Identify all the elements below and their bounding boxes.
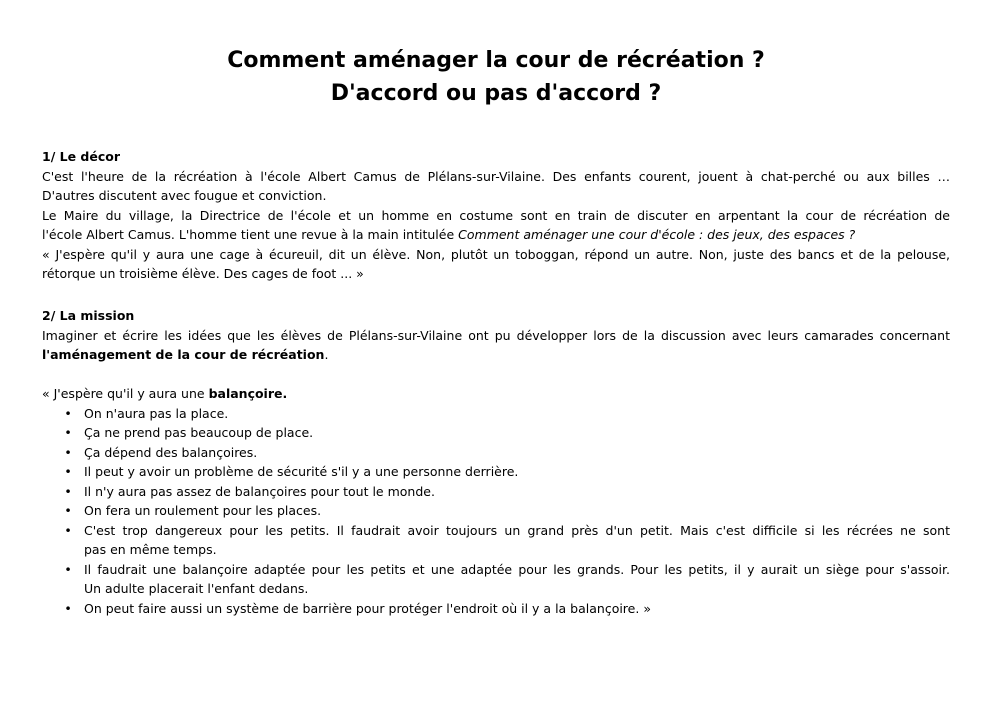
section-mission [42,306,950,365]
decor-paragraph-2-line-1: Le Maire du village, la Directrice de l'école et un homme en costume sont en train de discuter en arpentant la cour de récréation de [42,207,950,223]
section-mission-heading: 2/ La mission [42,308,135,323]
decor-paragraph-1-line-2: D'autres discutent avec fougue et conviction. [42,188,327,203]
list-item [42,560,950,599]
section-decor [42,147,950,284]
list-item [42,482,950,502]
mission-line-2 [42,345,950,365]
list-item-text-line-1: C'est trop dangereux pour les petits. Il faudrait avoir toujours un grand près d'un petit. Mais c'est difficile si les récrées ne sont [84,522,950,538]
list-item [42,599,950,619]
section-decor-heading: 1/ Le décor [42,149,120,164]
debate-intro-text: « J'espère qu'il y aura une [42,386,205,401]
section-debate [42,384,950,618]
list-item [42,462,950,482]
mission-line-1: Imaginer et écrire les idées que les élèves de Plélans-sur-Vilaine ont pu développer lors de la discussion avec leurs camarades concernant [42,327,950,343]
debate-intro [42,384,950,404]
list-item-text: On n'aura pas la place. [84,405,229,421]
decor-paragraph-3-line-2: rétorque un troisième élève. Des cages de foot ... » [42,266,364,281]
bullet-icon: • [64,444,72,460]
decor-paragraph-2-line-2 [42,225,950,245]
mission-topic: l'aménagement de la cour de récréation [42,347,325,362]
bullet-icon: • [64,405,72,421]
magazine-title: Comment aménager une cour d'école : des jeux, des espaces ? [458,227,856,242]
list-item-text: On peut faire aussi un système de barrière pour protéger l'endroit où il y a la balançoire. » [84,600,651,616]
title-line-2: D'accord ou pas d'accord ? [330,81,662,106]
list-item-text-line-2: pas en même temps. [84,542,217,557]
bullet-icon: • [64,503,72,518]
list-item-text-line-2: Un adulte placerait l'enfant dedans. [84,581,309,596]
list-item [42,521,950,560]
decor-paragraph-2-text: l'école Albert Camus. L'homme tient une revue à la main intitulée [42,227,455,242]
list-item [42,443,950,463]
bullet-icon: • [64,483,72,499]
debate-intro-keyword: balançoire. [208,386,288,401]
decor-paragraph-3-line-1: « J'espère qu'il y aura une cage à écureuil, dit un élève. Non, plutôt un toboggan, répond un autre. Non, juste des bancs et de la pelouse, [42,246,950,262]
bullet-icon: • [64,522,72,538]
list-item [42,404,950,424]
bullet-icon: • [64,425,72,440]
list-item-text: Il n'y aura pas assez de balançoires pour tout le monde. [84,483,435,499]
debate-list [42,404,950,619]
list-item [42,501,950,521]
list-item [42,423,950,443]
mission-period: . [324,347,329,362]
document-title [42,44,950,110]
list-item-text-line-1: Il faudrait une balançoire adaptée pour les petits et une adaptée pour les grands. Pour les petits, il y aurait un siège pour s'assoir. [84,561,950,577]
title-line-1: Comment aménager la cour de récréation ? [227,48,765,73]
bullet-icon: • [64,561,72,577]
list-item-text: Ça ne prend pas beaucoup de place. [84,425,314,440]
list-item-text: On fera un roulement pour les places. [84,503,322,518]
list-item-text: Il peut y avoir un problème de sécurité s'il y a une personne derrière. [84,464,519,479]
bullet-icon: • [64,464,72,479]
decor-paragraph-1-line-1: C'est l'heure de la récréation à l'école Albert Camus de Plélans-sur-Vilaine. Des enfants courent, jouent à chat-perché ou aux billes … [42,168,950,184]
list-item-text: Ça dépend des balançoires. [84,444,258,460]
bullet-icon: • [64,600,72,616]
